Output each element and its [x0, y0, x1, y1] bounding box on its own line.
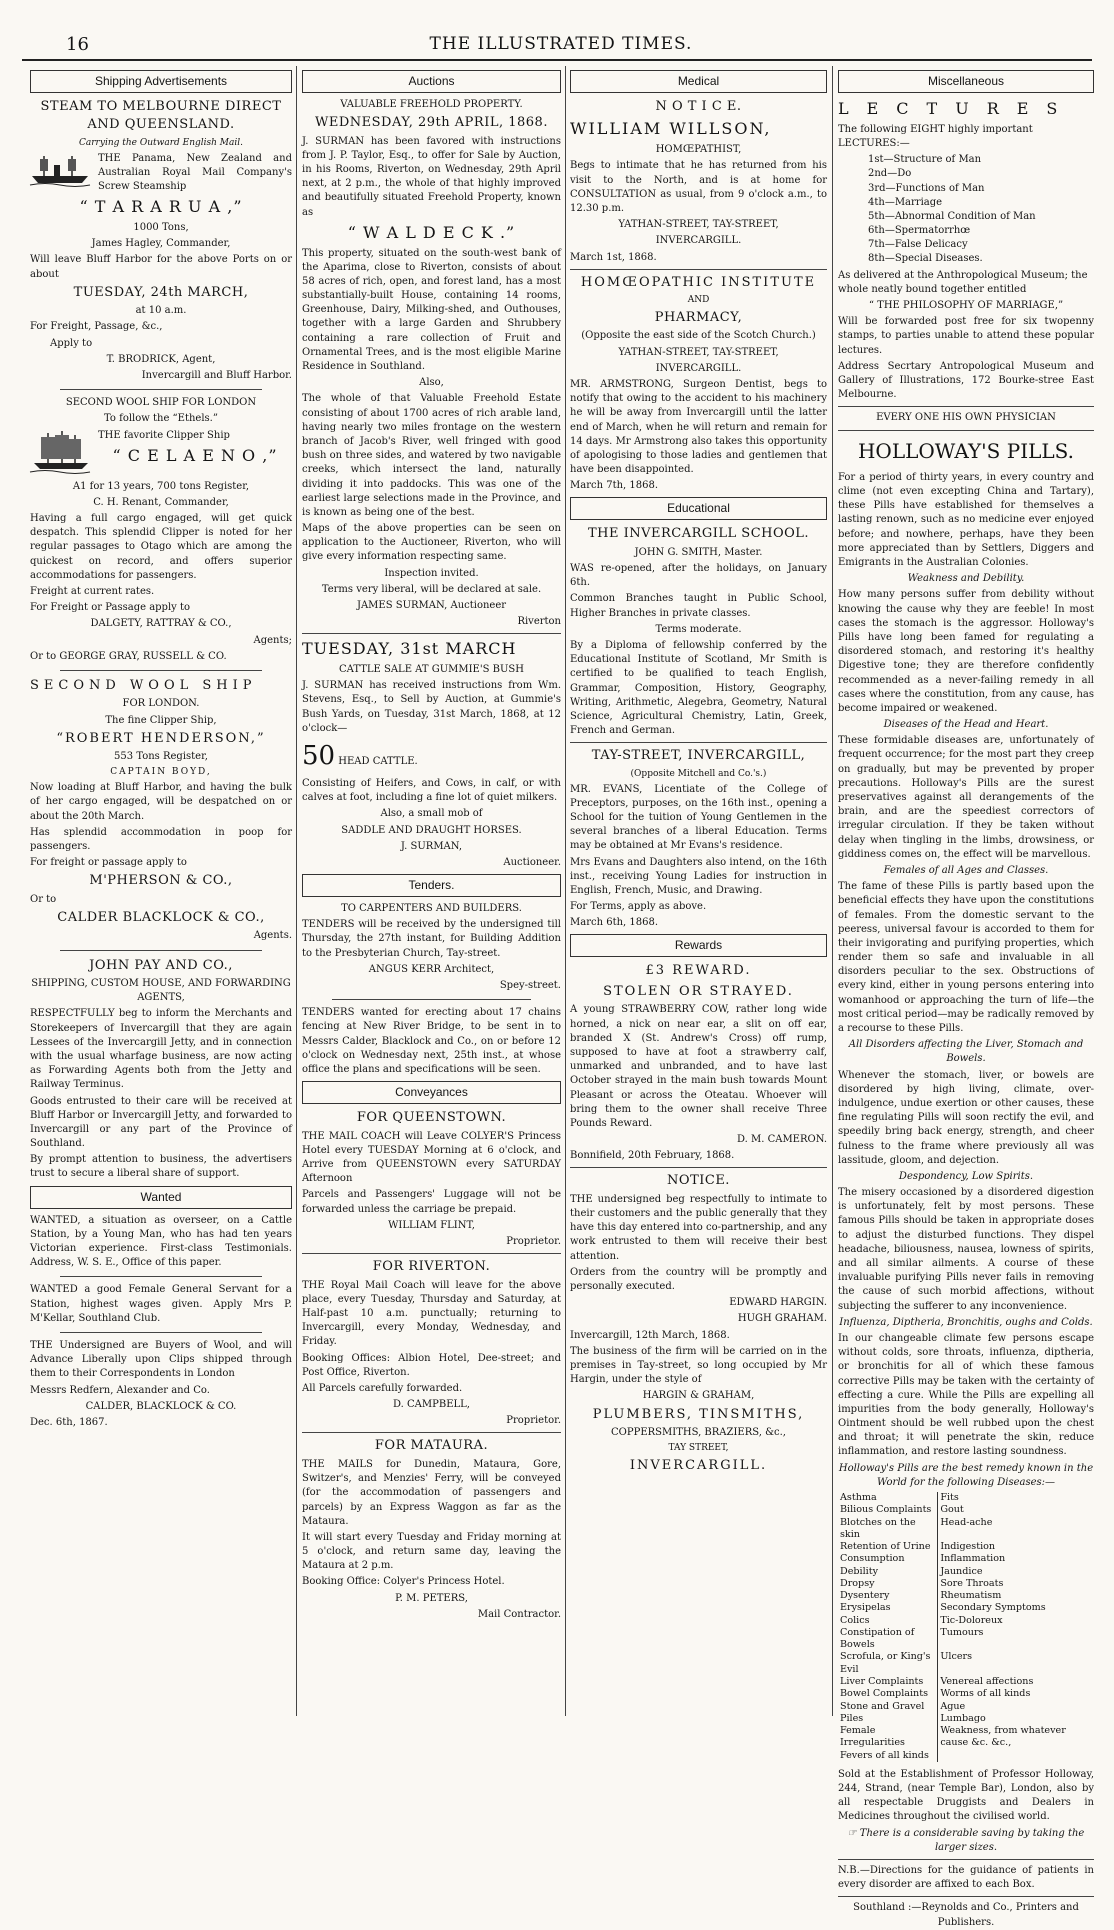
- disease-cell-right: Inflammation: [938, 1553, 1094, 1565]
- masthead-title: THE ILLUSTRATED TIMES.: [429, 34, 693, 54]
- ad-text: As delivered at the Anthropological Museum; the whole neatly bound together entitled: [838, 269, 1088, 295]
- section-heading-rewards: Rewards: [570, 934, 827, 957]
- proprietor-name: WILLIAM FLINT,: [388, 1219, 475, 1231]
- ad-heading: SECOND WOOL SHIP: [30, 677, 257, 693]
- ad-text: Now loading at Bluff Harbor, and having the bulk of her cargo engaged, will be despatched on or about the 20th March.: [30, 782, 292, 822]
- sailing-ship-icon: [30, 429, 92, 478]
- column-divider: [832, 66, 833, 1716]
- partner-name: EDWARD HARGIN.: [729, 1297, 827, 1309]
- ad-text: J. SURMAN has received instructions from Wm. Stevens, Esq., to Sell by Auction, at Gummie's Bush Yards, on Tuesday, 31st March, 1868, at 12 o'clock—: [302, 680, 561, 734]
- table-row: [838, 1578, 1094, 1590]
- list-item: 4th—Marriage: [868, 196, 943, 208]
- agent-name: Or to GEORGE GRAY, RUSSELL & CO.: [30, 650, 227, 662]
- disease-cell-left: Liver Complaints: [840, 1676, 924, 1687]
- ad-text: THE MAIL COACH will Leave COLYER'S Princess Hotel every TUESDAY Morning at 6 o'clock, and Arrive from QUEENSTOWN every SATURDAY Afternoon: [302, 1130, 561, 1185]
- ad-heading: EVERY ONE HIS OWN PHYSICIAN: [876, 412, 1056, 424]
- contractor-name: P. M. PETERS,: [395, 1592, 468, 1604]
- disease-cell-left: Dysentery: [840, 1590, 890, 1602]
- page-number: 16: [66, 34, 89, 55]
- ship-commander: C. H. Renant, Commander,: [93, 496, 229, 508]
- ad-text: The misery occasioned by a disordered digestion is unfortunately, felt by most persons. These famous Pills should be taken in appropriate doses to adjust the disturbed functions. They dispel headache, biliousness, nausea, lowness of spirits, and all similar ailments. A course of these invaluable purifying Pills never fails in removing the cause of such morbid affections, without subjecting the sufferer to any inconvenience.: [838, 1187, 1094, 1312]
- ad-text: Begs to intimate that he has returned from his visit to the North, and is at home for CONSULTATION as usual, from 9 o'clock a.m., to 12.30 p.m.: [570, 160, 827, 214]
- disease-cell-left: Fevers of all kinds: [840, 1749, 929, 1761]
- ad-subheading: Carrying the Outward English Mail.: [79, 137, 243, 148]
- ad-subheading: SHIPPING, CUSTOM HOUSE, AND FORWARDING AGENTS,: [31, 978, 291, 1004]
- ad-heading: FOR QUEENSTOWN.: [356, 1110, 507, 1126]
- disease-cell-left: Constipation of Bowels: [840, 1626, 915, 1651]
- column-medical: [570, 66, 827, 1716]
- ad-text: SADDLE AND DRAUGHT HORSES.: [341, 824, 522, 836]
- ad-cattle-sale: [302, 638, 561, 870]
- column-divider: [296, 66, 297, 1716]
- ad-heading: £3 REWARD.: [645, 963, 752, 979]
- ad-text: Common Branches taught in Public School, Higher Branches in private classes.: [570, 593, 827, 619]
- ad-heading: TO CARPENTERS AND BUILDERS.: [341, 903, 522, 915]
- ad-text: Apply to: [50, 337, 93, 349]
- ad-subheading: PHARMACY,: [654, 309, 743, 325]
- advertiser-name: CALDER, BLACKLOCK & CO.: [85, 1400, 237, 1412]
- disease-cell-left: Female Irregularities: [840, 1725, 905, 1749]
- ship-name: “ROBERT HENDERSON,”: [56, 730, 266, 746]
- lecture-list: [838, 153, 1094, 267]
- ship-tons: 1000 Tons,: [133, 221, 189, 233]
- table-row: [838, 1750, 1094, 1762]
- ship-register: A1 for 13 years, 700 tons Register,: [72, 480, 250, 492]
- ad-holloways-pills: [838, 411, 1094, 1929]
- ad-text: Also,: [419, 377, 444, 389]
- ad-date: March 7th, 1868.: [570, 480, 659, 492]
- disease-cell-right: Secondary Symptoms: [938, 1602, 1094, 1614]
- ad-heading: SECOND WOOL SHIP FOR LONDON: [65, 397, 257, 409]
- ad-subheading: All Disorders affecting the Liver, Stomach and Bowels.: [848, 1039, 1084, 1065]
- divider: [570, 269, 827, 270]
- ad-text: Will leave Bluff Harbor for the above Ports on or about: [30, 254, 292, 280]
- table-row: [838, 1627, 1094, 1652]
- divider: [302, 1253, 561, 1254]
- ad-text: THE MAILS for Dunedin, Mataura, Gore, Switzer's, and Menzies' Ferry, will be conveyed (for the accommodation of passengers and parcels) by an Express Waggon as far as the Mataura.: [302, 1458, 561, 1527]
- ad-text: Having a full cargo engaged, will get quick despatch. This splendid Clipper is noted for her regular passages to Otago which are among the quickest on record, and offers superior accommodations for passengers.: [30, 513, 292, 581]
- section-heading-wanted: Wanted: [30, 1186, 292, 1209]
- ad-riverton-coach: [302, 1258, 561, 1428]
- ad-text: Mrs Evans and Daughters also intend, on the 16th inst., receiving Young Ladies for instruction in English, French, Music, and Drawing.: [570, 856, 827, 896]
- disease-cell-left: Stone and Gravel: [840, 1700, 925, 1712]
- divider: [60, 389, 262, 390]
- ad-text: (Opposite the east side of the Scotch Church.): [581, 330, 816, 342]
- ad-text: The fame of these Pills is partly based upon the beneficial effects they have upon the constitutions of females. From the domestic servant to the peeress, universal favour is accorded to them for their invigorating and purifying properties, which render them so safe and invaluable in all disorders peculiar to the sex. Obstructions of every kind, either in young persons entering into womanhood or approaching the turn of life—the most critical period—may be radically removed by a recourse to these Pills.: [838, 881, 1094, 1035]
- printer-imprint: Southland :—Reynolds and Co., Printers and Publishers.: [853, 1902, 1079, 1928]
- ad-tararua: [30, 98, 292, 383]
- ship-commander: James Hagley, Commander,: [91, 238, 231, 250]
- disease-cell-right: Tic-Doloreux: [938, 1615, 1094, 1627]
- divider: [838, 1859, 1094, 1860]
- ad-subheading: CATTLE SALE AT GUMMIE'S BUSH: [339, 664, 524, 676]
- property-name: “ W A L D E C K .”: [347, 222, 516, 242]
- divider: [302, 633, 561, 634]
- ad-heading: HOMŒOPATHIC INSTITUTE: [580, 274, 817, 290]
- ad-text: THE Royal Mail Coach will leave for the above place, every Tuesday, Thursday and Saturday, at Half-past 10 a.m. punctually; returning to Invercargill, every Monday, Wednesday, and Friday.: [302, 1279, 561, 1348]
- book-title: “ THE PHILOSOPHY OF MARRIAGE,”: [868, 300, 1064, 311]
- practitioner-title: HOMŒPATHIST,: [655, 144, 742, 156]
- disease-cell-right: Fits: [938, 1492, 1094, 1504]
- ad-date: Invercargill, 12th March, 1868.: [570, 1329, 730, 1341]
- agent-role: Agents;: [253, 634, 292, 646]
- ad-date: Bonnifield, 20th February, 1868.: [570, 1150, 735, 1162]
- ad-text: Maps of the above properties can be seen on application to the Auctioneer, Riverton, who will give every information respecting same.: [302, 523, 561, 563]
- ship-register: 553 Tons Register,: [114, 751, 208, 763]
- sailing-date: TUESDAY, 24th MARCH,: [73, 284, 249, 300]
- ad-subheading: STOLEN OR STRAYED.: [603, 983, 794, 999]
- disease-cell-left: Bowel Complaints: [840, 1688, 929, 1700]
- disease-cell-right: Worms of all kinds: [938, 1688, 1094, 1700]
- ship-name: “ T A R A R U A ,”: [79, 197, 243, 217]
- firm-trade: PLUMBERS, TINSMITHS,: [592, 1406, 805, 1422]
- disease-cell-left: Piles: [840, 1712, 864, 1724]
- list-item: 6th—Spermatorrhœ: [868, 225, 971, 237]
- ad-text: Has splendid accommodation in poop for passengers.: [30, 826, 292, 852]
- divider: [570, 742, 827, 743]
- practitioner-name: WILLIAM WILLSON,: [570, 119, 772, 139]
- ad-wool-buyers: [30, 1339, 292, 1430]
- agent-name: M'PHERSON & CO.,: [89, 873, 233, 889]
- divider: [302, 1432, 561, 1433]
- ad-text: Booking Office: Colyer's Princess Hotel.: [302, 1576, 505, 1588]
- ad-text: For freight or passage apply to: [30, 857, 187, 869]
- divider: [838, 1896, 1094, 1897]
- table-row: [838, 1713, 1094, 1725]
- disease-cell-right: Venereal affections: [938, 1676, 1094, 1688]
- column-miscellaneous: [838, 66, 1094, 1928]
- list-item: 7th—False Delicacy: [868, 239, 968, 251]
- ad-heading: VALUABLE FREEHOLD PROPERTY.: [340, 99, 523, 111]
- divider: [60, 1332, 262, 1333]
- ad-heading: TUESDAY, 31st MARCH: [302, 639, 517, 659]
- ad-text: Or to: [30, 893, 57, 905]
- ad-subheading: Holloway's Pills are the best remedy known in the World for the following Diseases:—: [838, 1462, 1094, 1488]
- auctioneer-location: Riverton: [517, 616, 561, 628]
- disease-cell-right: Ague: [938, 1701, 1094, 1713]
- address-street: YATHAN-STREET, TAY-STREET,: [618, 219, 779, 231]
- page-header: [30, 26, 1092, 56]
- ad-text: The fine Clipper Ship,: [105, 714, 217, 726]
- firm-name: HARGIN & GRAHAM,: [642, 1390, 755, 1402]
- disease-cell-left: Blotches on the skin: [840, 1516, 916, 1540]
- ad-reward: [570, 962, 827, 1163]
- divider: [60, 950, 262, 951]
- wanted-ad-servant: WANTED a good Female General Servant for a Station, highest wages given. Apply Mrs P. M'Kellar, Southland Club.: [30, 1284, 292, 1324]
- ad-heading: STEAM TO MELBOURNE DIRECT AND QUEENSLAND.: [40, 99, 282, 133]
- disease-cell-left: Colics: [840, 1614, 870, 1626]
- ad-heading: NOTICE.: [667, 1173, 730, 1189]
- ship-name: “ C E L A E N O ,”: [112, 445, 278, 465]
- disease-cell-right: Head-ache: [938, 1517, 1094, 1542]
- ad-text: THE undersigned beg respectfully to intimate to their customers and the public generally that they have this day entered into co-partnership, and any work entrusted to them will receive their best attention.: [570, 1193, 827, 1262]
- ad-text: MR. EVANS, Licentiate of the College of Preceptors, purposes, on the 16th inst., opening a School for the tuition of Young Gentlemen in the several branches of a liberal Education. Terms may be obtained at Mr Evans's residence.: [570, 783, 827, 852]
- ad-celaeno: [30, 396, 292, 664]
- disease-cell-right: Lumbago: [938, 1713, 1094, 1725]
- ad-queenstown-coach: [302, 1109, 561, 1249]
- partner-name: HUGH GRAHAM.: [737, 1313, 827, 1325]
- ad-text: Messrs Redfern, Alexander and Co.: [30, 1384, 210, 1396]
- disease-cell-left: Debility: [840, 1565, 878, 1577]
- ad-subheading: Influenza, Diptheria, Bronchitis, oughs and Colds.: [839, 1316, 1093, 1328]
- table-row: [838, 1615, 1094, 1627]
- ad-heading: THE INVERCARGILL SCHOOL.: [587, 526, 810, 542]
- advertiser-name: D. M. CAMERON.: [736, 1134, 827, 1146]
- column-auctions: [302, 66, 561, 1716]
- ad-body: THE favorite Clipper Ship: [98, 429, 230, 441]
- ad-subheading: Females of all Ages and Classes.: [883, 864, 1049, 876]
- ad-text: ☞ There is a considerable saving by taking the larger sizes.: [847, 1827, 1085, 1853]
- disease-cell-left: Dropsy: [840, 1577, 875, 1589]
- diseases-table: [838, 1492, 1094, 1762]
- disease-cell-left: Retention of Urine: [840, 1541, 931, 1553]
- ad-subheading: Weakness and Debility.: [907, 573, 1025, 585]
- sailing-time: at 10 a.m.: [135, 305, 187, 317]
- steamship-icon: [30, 152, 92, 191]
- ad-text: Parcels and Passengers' Luggage will not be forwarded unless the carriage be prepaid.: [302, 1189, 561, 1215]
- ad-text: THE Undersigned are Buyers of Wool, and will Advance Liberally upon Clips shipped through them to their Correspondents in London: [30, 1340, 292, 1380]
- address-street: TAY STREET,: [668, 1443, 729, 1454]
- ad-text: RESPECTFULLY beg to inform the Merchants and Storekeepers of Invercargill that they are again Lessees of the Invercargill Jetty, and in connection with the usual wharfage business, are now acting as Forwarding Agents both from the Jetty and Railway Terminus.: [30, 1008, 292, 1091]
- address-town: INVERCARGILL.: [655, 362, 742, 374]
- ad-heading: LECTURES: [838, 99, 1076, 119]
- ad-text: It will start every Tuesday and Friday morning at 5 o'clock, and return same day, leaving the Mataura at 2 p.m.: [302, 1531, 561, 1572]
- ad-text: For Freight or Passage apply to: [30, 602, 191, 614]
- disease-cell-right: Weakness, from whatever cause &c. &c.,: [938, 1725, 1094, 1750]
- disease-cell-right: Sore Throats: [938, 1578, 1094, 1590]
- list-item: 3rd—Functions of Man: [868, 182, 985, 194]
- ad-heading: JOHN PAY AND CO.,: [89, 957, 233, 973]
- ad-text: Address Secrtary Antropological Museum and Gallery of Illustrations, 172 Bourke-stree East Melbourne.: [838, 360, 1094, 401]
- table-row: [838, 1725, 1094, 1750]
- ad-tender-fencing: TENDERS wanted for erecting about 17 chains fencing at New River Bridge, to be sent in to Messrs Calder, Blacklock and Co., on or before 12 o'clock on Wednesday next, 25th inst., at whose office the plans and specifications will be seen.: [302, 1007, 561, 1075]
- section-heading-medical: Medical: [570, 70, 827, 93]
- section-heading-conveyances: Conveyances: [302, 1081, 561, 1104]
- ad-homoeopathic-institute: [570, 274, 827, 494]
- ad-mataura-mails: [302, 1437, 561, 1622]
- ad-invercargill-school: [570, 525, 827, 738]
- ad-date: March 1st, 1868.: [570, 251, 657, 263]
- ad-evans-school: [570, 747, 827, 930]
- ad-text: Terms moderate.: [655, 623, 742, 635]
- ad-text: AND: [687, 295, 710, 306]
- ad-subheading: (Opposite Mitchell and Co.'s.): [630, 768, 767, 779]
- ad-text: The following EIGHT highly important LECTURES:—: [838, 123, 1033, 149]
- contractor-role: Mail Contractor.: [477, 1608, 561, 1620]
- disease-cell-right: Rheumatism: [938, 1590, 1094, 1602]
- section-heading-tenders: Tenders.: [302, 874, 561, 897]
- masthead-rule: [22, 59, 1092, 61]
- section-heading-shipping: Shipping Advertisements: [30, 70, 292, 93]
- ad-text: For Terms, apply as above.: [570, 901, 707, 913]
- ad-text: Freight at current rates.: [30, 586, 155, 597]
- divider: [332, 999, 531, 1000]
- ad-text: In our changeable climate few persons escape without colds, sore throats, influenza, diptheria, or bronchitis for all of which these famous corrective Pills may be taken with the certainty of effecting a cure. While the Pills are expelling all impurities from the body generally, Holloway's Ointment should be well rubbed upon the chest and throat; it will penetrate the skin, reduce inflammation, and restore lasting soundness.: [838, 1332, 1094, 1458]
- architect-name: ANGUS KERR Architect,: [368, 963, 495, 975]
- ad-text: WAS re-opened, after the holidays, on January 6th.: [570, 563, 827, 589]
- disease-cell-left: Consumption: [840, 1553, 905, 1565]
- ad-text: Consisting of Heifers, and Cows, in calf, or with calves at foot, including a fine lot of quiet milkers.: [302, 777, 561, 804]
- divider: [838, 406, 1094, 407]
- ad-text: By prompt attention to business, the advertisers trust to secure a liberal share of support.: [30, 1154, 292, 1180]
- ad-text: Orders from the country will be promptly and personally executed.: [570, 1266, 827, 1293]
- ad-subheading: Despondency, Low Spirits.: [898, 1170, 1034, 1182]
- table-row: [838, 1590, 1094, 1602]
- proprietor-role: Proprietor.: [506, 1235, 561, 1247]
- agent-name: T. BRODRICK, Agent,: [106, 353, 216, 365]
- ad-text: For a period of thirty years, in every country and clime (not even excepting China and Tartary), these Pills have established for themselves a lasting renown, such as no medicine ever enjoyed before; and nowhere, perhaps, have they been more appreciated than by Settlers, Diggers and Emigrants in the Australian Colonies.: [838, 471, 1094, 569]
- ad-willson: [570, 98, 827, 265]
- schoolmaster-name: JOHN G. SMITH, Master.: [634, 546, 763, 558]
- ad-tender-carpenters: [302, 902, 561, 993]
- divider: [838, 430, 1094, 431]
- cattle-count: 50: [302, 741, 336, 772]
- ad-john-pay: [30, 957, 292, 1182]
- section-heading-miscellaneous: Miscellaneous: [838, 70, 1094, 93]
- auctioneer-name: J. SURMAN,: [400, 840, 463, 852]
- ad-text: Also, a small mob of: [380, 808, 483, 820]
- ad-text: The business of the firm will be carried on in the premises in Tay-street, so long occupied by Mr Hargin, under the style of: [570, 1345, 827, 1386]
- disease-cell-right: [938, 1750, 1094, 1762]
- ad-text: TENDERS will be received by the undersigned till Thursday, the 27th instant, for Building Addition to the Presbyterian Church, Tay-street.: [302, 919, 561, 959]
- ad-text: Booking Offices: Albion Hotel, Dee-street; and Post Office, Riverton.: [302, 1352, 561, 1378]
- table-row: [838, 1651, 1094, 1676]
- wanted-ad-overseer: WANTED, a situation as overseer, on a Cattle Station, by a Young Man, who has had ten years Victorian experience. First-class Testimonials. Address, W. S. E., Office of this paper.: [30, 1214, 292, 1269]
- table-row: [838, 1676, 1094, 1688]
- ad-lectures: [838, 98, 1094, 402]
- ad-subheading: To follow the “Ethels.”: [104, 413, 218, 425]
- architect-address: Spey-street.: [499, 980, 561, 992]
- ad-heading: FOR RIVERTON.: [372, 1259, 491, 1275]
- address-street: YATHAN-STREET, TAY-STREET,: [618, 346, 779, 358]
- section-heading-auctions: Auctions: [302, 70, 561, 93]
- list-item: 5th—Abnormal Condition of Man: [868, 210, 1036, 222]
- ad-text: Will be forwarded post free for six twopenny stamps, to parties unable to attend these popular lectures.: [838, 316, 1094, 356]
- ad-subheading: FOR LONDON.: [122, 698, 200, 710]
- table-row: [838, 1541, 1094, 1553]
- address-town: INVERCARGILL.: [629, 1457, 768, 1473]
- proprietor-name: D. CAMPBELL,: [393, 1399, 470, 1411]
- ad-text: For Freight, Passage, &c.,: [30, 321, 163, 333]
- proprietor-role: Proprietor.: [506, 1415, 561, 1427]
- table-row: [838, 1517, 1094, 1542]
- disease-cell-left: Bilious Complaints: [840, 1504, 932, 1516]
- address-town: INVERCARGILL.: [655, 235, 742, 247]
- ad-robert-henderson: [30, 677, 292, 944]
- ship-captain: CAPTAIN BOYD,: [110, 767, 212, 778]
- ad-text: How many persons suffer from debility without knowing the cause why they are feeble! In most cases the stomach is the aggressor. Holloway's Pills have long been famed for regulating a disordered stomach, and restoring it's healthy Digestive tone; they are therefore confidently recommended as a never-failing remedy in all cases where the constitution, from any cause, has become impaired or weakened.: [838, 589, 1094, 714]
- ad-date: Dec. 6th, 1867.: [30, 1416, 108, 1428]
- disease-cell-right: Tumours: [938, 1627, 1094, 1652]
- agent-name: CALDER BLACKLOCK & CO.,: [57, 909, 265, 925]
- disease-cell-left: Asthma: [840, 1492, 877, 1504]
- table-row: [838, 1566, 1094, 1578]
- table-row: [838, 1701, 1094, 1713]
- product-title: HOLLOWAY'S PILLS.: [857, 438, 1074, 463]
- ad-text: N.B.—Directions for the guidance of patients in every disorder are affixed to each Box.: [838, 1864, 1094, 1891]
- cattle-label: HEAD CATTLE.: [338, 756, 418, 768]
- divider: [60, 1276, 262, 1277]
- column-shipping: [30, 66, 292, 1716]
- column-divider: [565, 66, 566, 1716]
- ad-text: All Parcels carefully forwarded.: [302, 1382, 463, 1394]
- ad-text: MR. ARMSTRONG, Surgeon Dentist, begs to notify that owing to the accident to his machinery he will be away from Invercargill until the latter end of March, when he will return and remain for 14 days. Mr Armstrong also takes this opportunity of apologising to those ladies and gentlemen that have been disappointed.: [570, 378, 827, 476]
- table-row: [838, 1602, 1094, 1614]
- ad-waldeck: [302, 98, 561, 629]
- agent-name: DALGETY, RATTRAY & CO.,: [90, 618, 232, 630]
- list-item: 1st—Structure of Man: [868, 154, 982, 166]
- ad-text: Sold at the Establishment of Professor Holloway, 244, Strand, (near Temple Bar), London, also by all respectable Druggists and Dealers in Medicines throughout the civilised world.: [838, 1768, 1094, 1823]
- disease-cell-left: Erysipelas: [840, 1602, 891, 1614]
- table-row: [838, 1504, 1094, 1516]
- table-row: [838, 1688, 1094, 1700]
- ad-text: Terms very liberal, will be declared at sale.: [321, 583, 542, 595]
- disease-cell-left: Scrofula, or King's Evil: [840, 1651, 931, 1675]
- list-item: 2nd—Do: [868, 168, 912, 180]
- disease-cell-right: Ulcers: [938, 1651, 1094, 1676]
- section-heading-educational: Educational: [570, 497, 827, 520]
- disease-cell-right: Gout: [938, 1504, 1094, 1516]
- disease-cell-right: Jaundice: [938, 1566, 1094, 1578]
- ad-subheading: Diseases of the Head and Heart.: [883, 719, 1049, 731]
- ad-text: Goods entrusted to their care will be received at Bluff Harbor or Invercargill Jetty, and forwarded to Invercargill or any part of the Province of Southland.: [30, 1095, 292, 1150]
- ad-text: By a Diploma of fellowship conferred by the Educational Institute of Scotland, Mr Smith is certified to be qualified to teach English, Grammar, Composition, History, Geography, Writing, Arithmetic, Alegebra, Geometry, Natural Science, Agricultural Chemistry, Latin, Greek, French and German.: [570, 640, 827, 737]
- ad-heading: TAY-STREET, INVERCARGILL,: [591, 748, 806, 764]
- agent-role: Agents.: [253, 930, 292, 942]
- agent-location: Invercargill and Bluff Harbor.: [141, 369, 292, 381]
- auction-date: WEDNESDAY, 29th APRIL, 1868.: [315, 115, 548, 131]
- ad-heading: N O T I C E.: [655, 99, 742, 115]
- table-row: [838, 1553, 1094, 1565]
- ad-text: This property, situated on the south-west bank of the Aparima, close to Riverton, consists of about 58 acres of rich, open, and forest land, has a most substantially-built House, containing 14 rooms, Greenhouse, Dairy, Milking-shed, and Outhouses, together with a large Garden and Shrubbery containing a rare collection of Fruit and Ornamental Trees, and is the most eligible Marine Residence in Southland.: [302, 247, 561, 373]
- list-item: 8th—Special Diseases.: [868, 253, 983, 265]
- ad-body: THE Panama, New Zealand and Australian Royal Mail Company's Screw Steamship: [98, 152, 292, 193]
- firm-trade: COPPERSMITHS, BRAZIERS, &c.,: [611, 1426, 786, 1438]
- ad-heading: FOR MATAURA.: [374, 1438, 489, 1454]
- ad-hargin-graham: [570, 1172, 827, 1475]
- auctioneer-role: Auctioneer.: [503, 856, 561, 868]
- ad-text: A young STRAWBERRY COW, rather long wide horned, a nick on near ear, a slit on off ear, branded X (St. Andrew's Cross) off rump, supposed to have at foot a strawberry calf, unmarked and unbranded, and to have last October strayed in the main bush towards Mount Pleasant or across the Oteatau. Whoever will bring them to the owner shall receive Three Pounds Reward.: [570, 1004, 827, 1129]
- disease-cell-right: Indigestion: [938, 1541, 1094, 1553]
- ad-date: March 6th, 1868.: [570, 917, 659, 929]
- divider: [570, 1167, 827, 1168]
- ad-text: Whenever the stomach, liver, or bowels are disordered by high living, climate, over-indulgence, undue exertion or other causes, these fine regulating Pills will soon rectify the evil, and speedily bring back energy, strength, and cheer fulness to the frame where previously all was lassitude, gloom, and dejection.: [838, 1069, 1094, 1166]
- table-row: [838, 1492, 1094, 1504]
- ad-text: Inspection invited.: [384, 567, 479, 579]
- auctioneer-name: JAMES SURMAN, Auctioneer: [356, 600, 507, 612]
- ad-text: These formidable diseases are, unfortunately of frequent occurrence; for the most part they creep on gradually, but may be prevented by proper precautions. Holloway's Pills are the surest preservatives against all derangements of the brain, and are the speediest correctors of irregular circulation. If they be taken without delay when tingling in the limbs, drowsiness, or giddiness comes on, the effect will be marvellous.: [838, 735, 1094, 860]
- ad-text: The whole of that Valuable Freehold Estate consisting of about 1700 acres of rich arable land, having nearly two miles frontage on the western branch of Jacob's River, well fringed with good bush on three sides, and watered by two navigable creeks, which intersect the land, naturally dividing it into paddocks. This was one of the earliest large selections made in the Province, and is known as being one of the best.: [302, 393, 561, 518]
- divider: [60, 670, 262, 671]
- ad-text: J. SURMAN has been favored with instructions from J. P. Taylor, Esq., to offer for Sale by Auction, in his Rooms, Riverton, on Wednesday, 29th April next, at 2 p.m., the whole of that highly improved and beautifully situated Freehold Property, known as: [302, 135, 561, 218]
